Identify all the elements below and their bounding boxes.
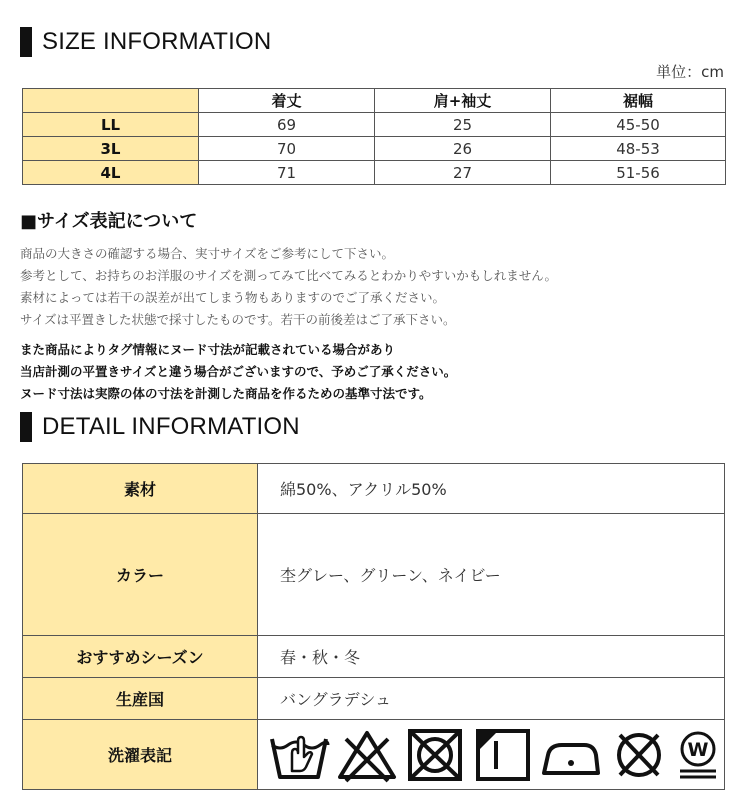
color-value: 杢グレー、グリーン、ネイビー [258,514,725,636]
detail-row-color [23,514,725,636]
note-line: 商品の大きさの確認する場合、実寸サイズをご参考にして下さい。 [20,246,395,261]
table-cell: 25 [375,113,551,137]
table-cell: 26 [375,137,551,161]
origin-value: バングラデシュ [258,678,725,720]
season-label: おすすめシーズン [23,636,258,678]
table-row [23,137,726,161]
care-symbols [258,727,724,783]
size-table [22,88,726,185]
table-cell: 71 [199,161,375,185]
color-label: カラー [23,514,258,636]
size-section-header [20,27,271,57]
table-cell: 45-50 [551,113,726,137]
size-label: 3L [23,137,199,161]
table-cell: 51-56 [551,161,726,185]
origin-label: 生産国 [23,678,258,720]
line-dry-shade-icon [472,727,534,783]
header-hem-width: 裾幅 [551,89,726,113]
table-cell: 48-53 [551,137,726,161]
size-label: LL [23,113,199,137]
note-bold-line: 当店計測の平置きサイズと違う場合がございますので、予めご了承ください。 [20,364,457,379]
size-label: 4L [23,161,199,185]
detail-row-season [23,636,725,678]
svg-text:W: W [687,738,709,761]
size-note-bold-text [20,339,456,405]
table-cell: 69 [199,113,375,137]
header-length: 着丈 [199,89,375,113]
material-label: 素材 [23,464,258,514]
detail-table [22,463,725,790]
note-bold-line: ヌード寸法は実際の体の寸法を計測した商品を作るための基準寸法です。 [20,386,432,401]
unit-label: 単位：cm [656,63,724,81]
detail-row-material [23,464,725,514]
detail-row-origin [23,678,725,720]
section-bar [20,27,32,57]
hand-wash-icon [268,727,330,783]
size-note-heading: ■サイズ表記について [20,211,198,232]
detail-section-header [20,412,300,442]
section-bar [20,412,32,442]
season-value: 春・秋・冬 [258,636,725,678]
size-table-header-row [23,89,726,113]
no-bleach-icon [336,727,398,783]
size-section-title: SIZE INFORMATION [42,28,272,55]
header-shoulder-sleeve: 肩+袖丈 [375,89,551,113]
care-symbols-cell [258,720,725,790]
wet-clean-gentle-icon [676,727,720,783]
care-label: 洗濯表記 [23,720,258,790]
table-cell: 27 [375,161,551,185]
note-line: 素材によっては若干の誤差が出てしまう物もありますのでご了承ください。 [20,290,446,305]
no-dry-clean-icon [608,727,670,783]
detail-section-title: DETAIL INFORMATION [42,413,300,440]
table-cell: 70 [199,137,375,161]
note-line: 参考として、お持ちのお洋服のサイズを測ってみて比べてみるとわかりやすいかもしれません。 [20,268,558,283]
note-line: サイズは平置きした状態で採寸したものです。若干の前後差はご了承下さい。 [20,312,456,327]
table-row [23,113,726,137]
no-tumble-dry-icon [404,727,466,783]
low-iron-icon [540,727,602,783]
table-row [23,161,726,185]
material-value: 綿50%、アクリル50% [258,464,725,514]
note-bold-line: また商品によりタグ情報にヌード寸法が記載されている場合があり [20,342,396,357]
detail-row-care [23,720,725,790]
size-note-text [20,243,557,331]
header-corner [23,89,199,113]
